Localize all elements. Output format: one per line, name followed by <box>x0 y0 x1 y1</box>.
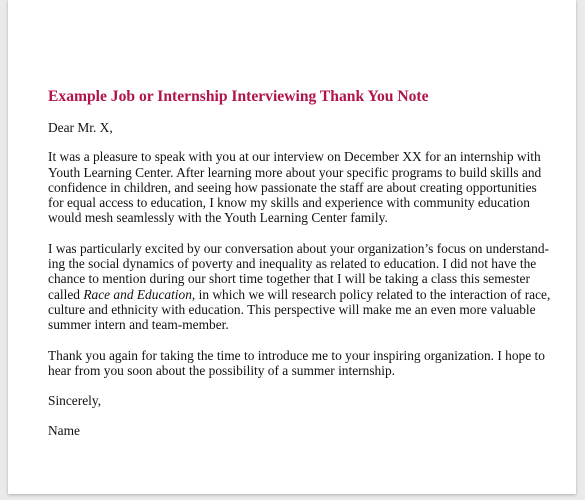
paragraph-2 <box>48 241 553 333</box>
signature: Name <box>48 423 80 439</box>
paragraph-2-line-5: culture and ethnicity with education. This perspective will make me an even more valuable <box>48 301 536 317</box>
paragraph-3-line-2: hear from you soon about the possibility of a summer internship. <box>48 362 395 378</box>
line-4-suffix: , in which we will research policy related to the interaction of race, <box>191 286 551 302</box>
document-page <box>8 0 576 494</box>
course-title: Race and Education <box>83 286 192 302</box>
line-4-prefix: called <box>48 286 84 302</box>
paragraph-2-line-4 <box>48 287 553 302</box>
paragraph-3 <box>48 348 553 379</box>
paragraph-2-line-1: I was particularly excited by our conversation about your organization’s focus on understand- <box>48 240 550 256</box>
paragraph-2-line-2: ing the social dynamics of poverty and inequality as related to education. I did not have the <box>48 256 537 272</box>
closing: Sincerely, <box>48 393 102 409</box>
paragraph-1-line-5: would mesh seamlessly with the Youth Learning Center family. <box>48 210 388 226</box>
paragraph-2-line-6: summer intern and team-member. <box>48 317 229 333</box>
salutation: Dear Mr. X, <box>48 120 113 135</box>
paragraph-1-line-3: confidence in children, and seeing how passionate the staff are about creating opportunities <box>48 179 537 195</box>
paragraph-1-line-4: for equal access to education, I know my skills and experience with community education <box>48 195 530 211</box>
paragraph-3-line-1: Thank you again for taking the time to introduce me to your inspiring organization. I hope to <box>48 347 545 363</box>
paragraph-2-line-3: chance to mention during our short time together that I will be taking a class this semester <box>48 271 530 287</box>
paragraph-1-line-1: It was a pleasure to speak with you at our interview on December XX for an internship with <box>48 149 541 165</box>
letter-body <box>48 88 553 439</box>
document-title: Example Job or Internship Interviewing Thank You Note <box>48 88 429 105</box>
paragraph-1 <box>48 149 553 225</box>
paragraph-1-line-2: Youth Learning Center. After learning more about your specific programs to build skills and <box>48 164 542 180</box>
